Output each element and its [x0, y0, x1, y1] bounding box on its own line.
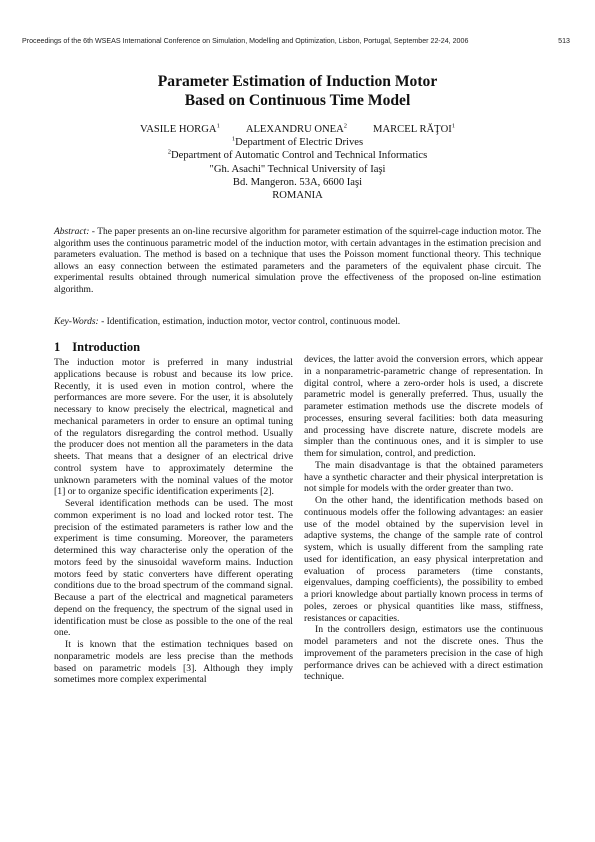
paragraph: devices, the latter avoid the conversion errors, which appear in a nonparametric-parametric change of representation. In digital control, where a zero-order hols is used, a discrete parametric model is generally preferred. Thus, usually the parameter estimation methods use the discrete models of processes, ensuring several facilities: both data measuring and processing have discrete nature, discrete models are simpler than the continuous ones, and it is simpler to use them for simulation, control, and prediction. [304, 354, 543, 459]
title-line-2: Based on Continuous Time Model [184, 92, 411, 109]
running-header [22, 37, 570, 45]
author-1: VASILE HORGA$^1$ [139, 122, 220, 135]
author-names [0, 123, 595, 136]
paragraph: The induction motor is preferred in many industrial applications because is robust and because its low price. Recently, it is used even in motion control, where the performances are more severe. For the user, it is absolutely necessary to know precisely the electrical, magnetical and mechanical parameters in order to ensure an optimal tuning of the regulators disregarding the control method. Usually the producer does not mention all the parameters in the data sheets. That means that a designer of an electrical drive control system have to approximately determine the unknown parameters with the nominal values of the motor [1] or to organize specific identification experiments [2]. [54, 357, 293, 498]
author-3: MARCEL RĂŢOI$^1$ [373, 122, 456, 135]
right-column [304, 354, 543, 683]
paragraph: The main disadvantage is that the obtained parameters have a synthetic character and their physical interpretation is not simple for models with the order greater than two. [304, 459, 543, 495]
paragraph: Several identification methods can be used. The most common experiment is no load and locked rotor test. The precision of the estimated parameters is rather low and the experiment is time consuming. Moreover, the parameters determined this way characterise only the operation of the motors feed by the sinusoidal waveform mains. Induction motors feed by static converters have different operating conditions due to the broad spectrum of the command signal. Because a part of the electrical and magnetical parameters depend on the frequency, the spectrum of the signal used in identification must be close as possible to the one of the real one. [54, 498, 293, 639]
keywords-text: - Identification, estimation, induction motor, vector control, continuous model. [98, 317, 401, 327]
address: Bd. Mangeron. 53A, 6600 Iaşi [232, 176, 363, 188]
abstract-text: - The paper presents an on-line recursive algorithm for parameter estimation of the squirrel-cage induction motor. The algorithm uses the continuous parametric model of the induction motor, with certain advantages in the estimation precision and parameters evaluation. The method is based on a technique that uses the Poisson moment functional theory. This technique allows an easy connection between the estimated parameters and the parameters of the equivalent phase circuit. The experimental results obtained through numerical simulation prove the effectiveness of the proposed on-line estimation algorithm. [54, 227, 541, 295]
paragraph: On the other hand, the identification methods based on continuous models offer the following advantages: an easier use of the model obtained by the supervision level in adaptive systems, the change of the sample rate of control system, which is usually different from the sampling rate used for identification, an easy physical interpretation and evaluation of process parameters (time constants, eigenvalues, damping coefficients), the possibility to embed a priori knowledge about partially known process in terms of poles, zeroes or physical quantities like mass, stiffness, resistances or capacities. [304, 495, 543, 624]
keywords-label: Key-Words: [54, 317, 99, 327]
section-number: 1 [54, 340, 61, 354]
country: ROMANIA [272, 190, 323, 202]
affiliation-1: $^1$Department of Electric Drives [231, 135, 364, 149]
section-title: Introduction [72, 340, 141, 354]
proceedings-line: Proceedings of the 6th WSEAS International Conference on Simulation, Modelling and Optimization, Lisbon, Portugal, September 22-24, 2006 [22, 37, 469, 45]
paragraph: It is known that the estimation techniques based on nonparametric models are less precise than the methods based on parametric models [3]. Although they imply sometimes more complex experimental [54, 639, 293, 686]
section-heading [54, 340, 293, 355]
author-2: ALEXANDRU ONEA$^2$ [245, 122, 348, 135]
title-line-1: Parameter Estimation of Induction Motor [157, 73, 438, 90]
abstract [54, 227, 541, 297]
university: "Gh. Asachi" Technical University of Iaşi [209, 163, 386, 175]
keywords [54, 317, 541, 329]
author-block [0, 123, 595, 202]
paragraph: In the controllers design, estimators use the continuous model parameters and not the discrete ones. Thus the improvement of the parameters precision in the case of high performance drives can be achieved with a direct estimation technique. [304, 624, 543, 683]
page-number: 513 [558, 37, 570, 45]
left-column [54, 340, 293, 686]
abstract-label: Abstract: [54, 227, 90, 237]
affiliation-2: $^2$Department of Automatic Control and Technical Informatics [167, 148, 428, 162]
paper-title [0, 72, 595, 110]
